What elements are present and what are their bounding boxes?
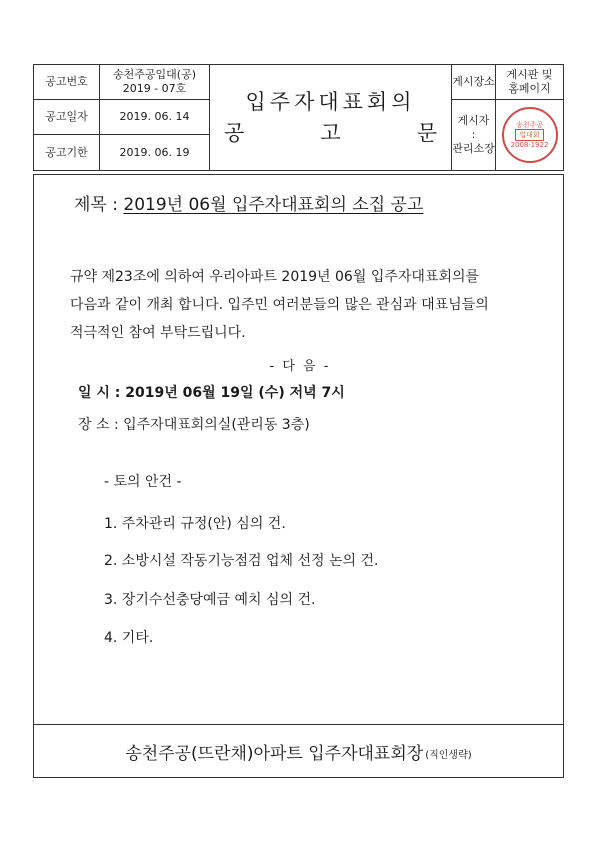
poster-label-line3: 관리소장	[452, 142, 495, 155]
subject-line	[74, 190, 423, 215]
post-place-value-line2: 홈페이지	[508, 82, 551, 95]
following-heading: - 다 음 -	[269, 359, 331, 374]
body-line: 다음과 같이 개최 합니다. 입주민 여러분들의 많은 관심과 대표님들의	[70, 297, 489, 313]
notice-no-label: 공고번호	[34, 65, 100, 100]
poster-label	[452, 100, 496, 171]
agenda-heading: - 토의 안건 -	[104, 474, 182, 490]
agenda-item: 1. 주차관리 규정(안) 심의 건.	[104, 516, 286, 532]
notice-no-value	[100, 65, 210, 100]
notice-title-char: 공	[224, 120, 245, 145]
body-paragraph	[70, 263, 550, 347]
notice-date-value: 2019. 06. 14	[100, 100, 210, 135]
signature-box	[33, 724, 564, 778]
notice-deadline-label: 공고기한	[34, 135, 100, 171]
notice-title-line2	[210, 118, 451, 149]
agenda-item: 2. 소방시설 작동기능점검 업체 선정 논의 건.	[104, 553, 379, 569]
notice-no-value-line2: 2019 - 07호	[122, 82, 187, 95]
seal-bottom-text: 2008·1922	[510, 141, 549, 149]
poster-label-line1: 게시자	[457, 114, 490, 127]
notice-date-label: 공고일자	[34, 100, 100, 135]
notice-title-line1: 입주자대표회의	[245, 89, 416, 114]
seal-omitted-note: (직인생략)	[425, 749, 472, 761]
agenda-item: 3. 장기수선충당예금 예치 심의 건.	[104, 592, 316, 608]
official-seal-cell	[496, 100, 564, 171]
seal-middle-text: 입대회	[515, 129, 543, 141]
official-seal	[502, 107, 558, 163]
seal-top-text: 송천주공	[515, 121, 544, 129]
datetime-value: 2019년 06월 19일 (수) 저녁 7시	[125, 385, 345, 401]
notice-header-table	[33, 64, 564, 171]
post-place-value	[496, 65, 564, 100]
notice-no-value-line1: 송천주공입대(공)	[113, 68, 196, 81]
poster-label-line2: :	[471, 128, 476, 141]
schedule-datetime	[78, 382, 345, 402]
body-line: 규약 제23조에 의하여 우리아파트 2019년 06월 입주자대표회의를	[70, 269, 480, 285]
notice-title	[210, 65, 452, 171]
notice-title-char: 고	[320, 120, 341, 145]
schedule-place	[78, 414, 310, 434]
subject-prefix: 제목 :	[74, 195, 118, 215]
subject-text: 2019년 06월 입주자대표회의 소집 공고	[123, 195, 424, 215]
notice-title-char: 문	[416, 120, 437, 145]
body-line: 적극적인 참여 부탁드립니다.	[70, 325, 246, 341]
signature-text: 송천주공(뜨란채)아파트 입주자대표회장	[125, 743, 424, 764]
notice-deadline-value: 2019. 06. 19	[100, 135, 210, 171]
place-value: 입주자대표회의실(관리동 3층)	[123, 417, 310, 433]
agenda-item: 4. 기타.	[104, 630, 154, 646]
datetime-label: 일 시 :	[78, 385, 121, 401]
place-label: 장 소 :	[78, 417, 119, 433]
post-place-label: 게시장소	[452, 65, 496, 100]
post-place-value-line1: 게시판 및	[506, 68, 553, 81]
